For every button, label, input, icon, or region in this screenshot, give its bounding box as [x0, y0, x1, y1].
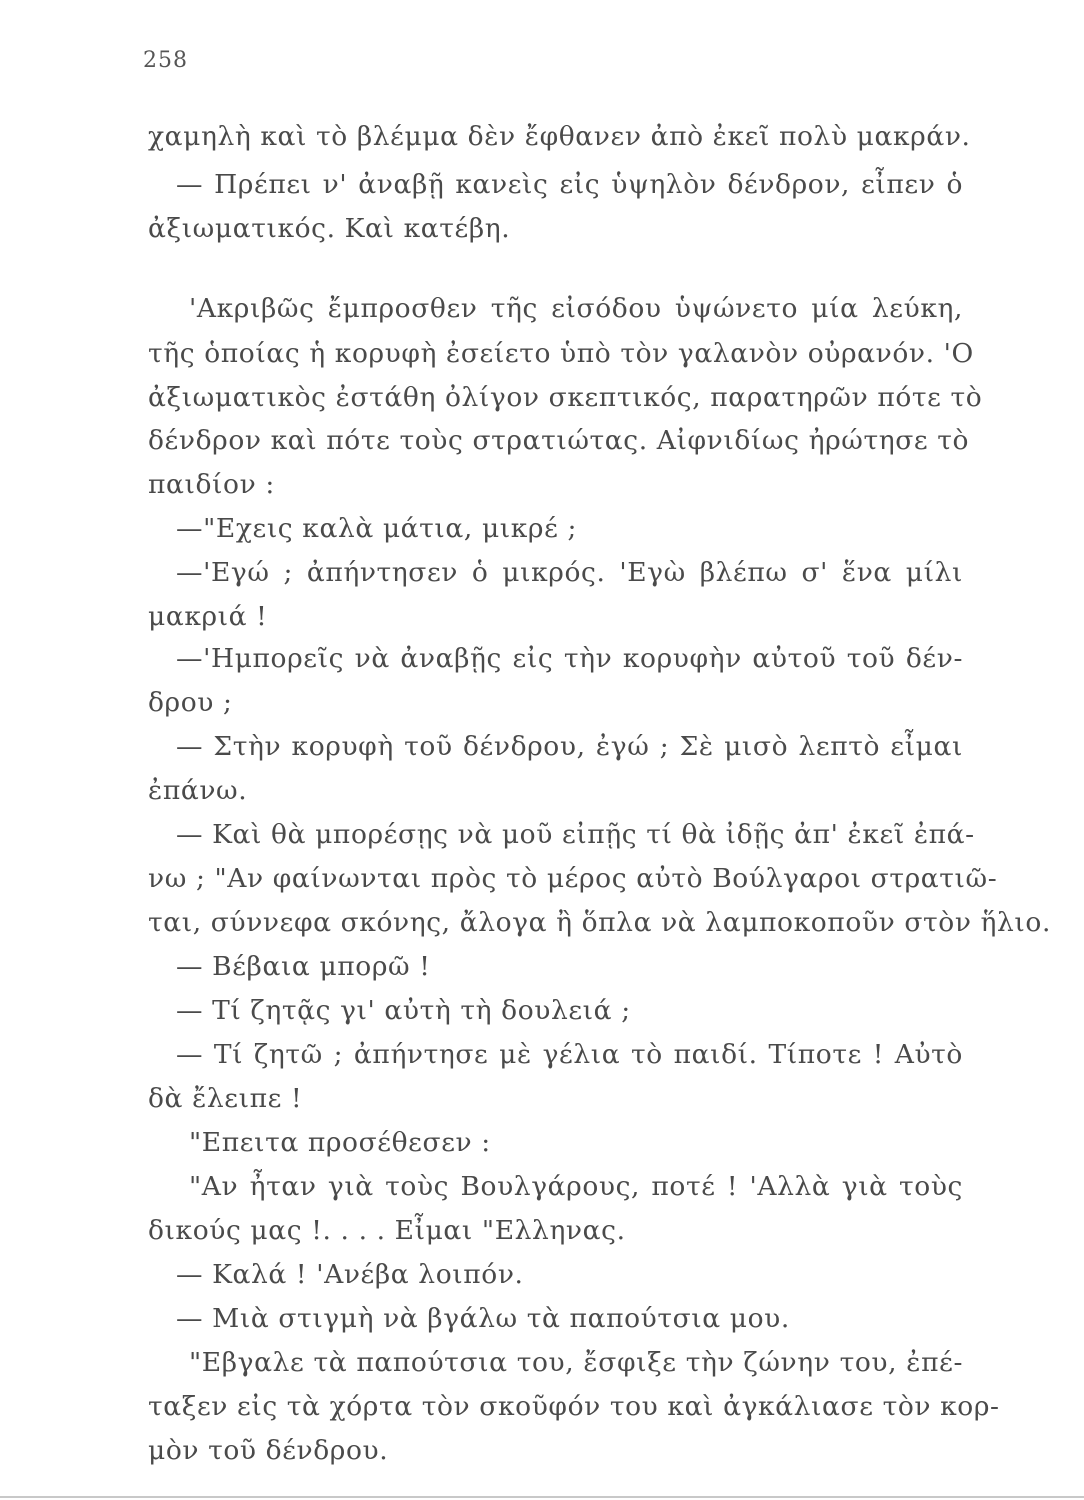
text-line: — Καλά ! 'Ανέβα λοιπόν. — [176, 1259, 524, 1290]
text-line: — Τί ζητῶ ; ἀπήντησε μὲ γέλια τὸ παιδί. Τίποτε ! Αὐτὸ — [176, 1039, 963, 1070]
text-line: ἀξιωματικὸς ἐστάθη ὀλίγον σκεπτικός, παρατηρῶν πότε τὸ — [148, 382, 983, 413]
text-line: — Καὶ θὰ μπορέσῃς νὰ μοῦ εἰπῇς τί θὰ ἰδῇς ἀπ' ἐκεῖ ἐπά- — [176, 819, 975, 850]
text-line: "Αν ἦταν γιὰ τοὺς Βουλγάρους, ποτέ ! 'Αλλὰ γιὰ τοὺς — [189, 1171, 963, 1202]
text-line: ἀξιωματικός. Καὶ κατέβη. — [148, 213, 511, 244]
text-line: μακριά ! — [148, 601, 268, 632]
text-line: παιδίον : — [148, 469, 275, 500]
page-edge-rule — [0, 1496, 1084, 1498]
text-line: δένδρον καὶ πότε τοὺς στρατιώτας. Αἰφνιδίως ἠρώτησε τὸ — [148, 425, 970, 456]
text-line: ταξεν εἰς τὰ χόρτα τὸν σκοῦφόν του καὶ ἀγκάλιασε τὸν κορ- — [148, 1391, 1000, 1422]
text-line: "Εβγαλε τὰ παπούτσια του, ἔσφιξε τὴν ζώνην του, ἐπέ- — [189, 1347, 963, 1378]
text-line: ται, σύννεφα σκόνης, ἄλογα ἢ ὅπλα νὰ λαμποκοποῦν στὸν ἥλιο. — [148, 907, 1052, 938]
text-line: — Βέβαια μπορῶ ! — [176, 951, 431, 982]
text-line: δὰ ἔλειπε ! — [148, 1083, 303, 1114]
text-line: ἐπάνω. — [148, 775, 248, 806]
text-line: χαμηλὴ καὶ τὸ βλέμμα δὲν ἔφθανεν ἀπὸ ἐκεῖ πολὺ μακράν. — [148, 121, 971, 152]
page-number: 258 — [143, 48, 188, 73]
text-line: —'Εγώ ; ἀπήντησεν ὁ μικρός. 'Εγὼ βλέπω σ' ἕνα μίλι — [176, 557, 963, 588]
text-line: μὸν τοῦ δένδρου. — [148, 1435, 389, 1466]
text-line: — Μιὰ στιγμὴ νὰ βγάλω τὰ παπούτσια μου. — [176, 1303, 790, 1334]
text-line: νω ; "Αν φαίνωνται πρὸς τὸ μέρος αὐτὸ Βούλγαροι στρατιῶ- — [148, 863, 998, 894]
text-line: —'Ημπορεῖς νὰ ἀναβῇς εἰς τὴν κορυφὴν αὐτοῦ τοῦ δέν- — [176, 643, 963, 674]
text-line: τῆς ὁποίας ἡ κορυφὴ ἐσείετο ὑπὸ τὸν γαλανὸν οὐρανόν. 'Ο — [148, 338, 974, 369]
text-line: δρου ; — [148, 687, 233, 718]
text-line: "Επειτα προσέθεσεν : — [189, 1127, 491, 1158]
text-line: δικούς μας !. . . . Εἶμαι "Ελληνας. — [148, 1215, 626, 1246]
text-line: — Στὴν κορυφὴ τοῦ δένδρου, ἐγώ ; Σὲ μισὸ λεπτὸ εἶμαι — [176, 731, 963, 762]
text-line: —"Εχεις καλὰ μάτια, μικρέ ; — [176, 513, 577, 544]
text-line: — Τί ζητᾷς γι' αὐτὴ τὴ δουλειά ; — [176, 995, 631, 1026]
text-line: 'Ακριβῶς ἔμπροσθεν τῆς εἰσόδου ὑψώνετο μία λεύκη, — [189, 293, 963, 324]
text-line: — Πρέπει ν' ἀναβῇ κανεὶς εἰς ὑψηλὸν δένδρον, εἶπεν ὁ — [176, 169, 963, 200]
